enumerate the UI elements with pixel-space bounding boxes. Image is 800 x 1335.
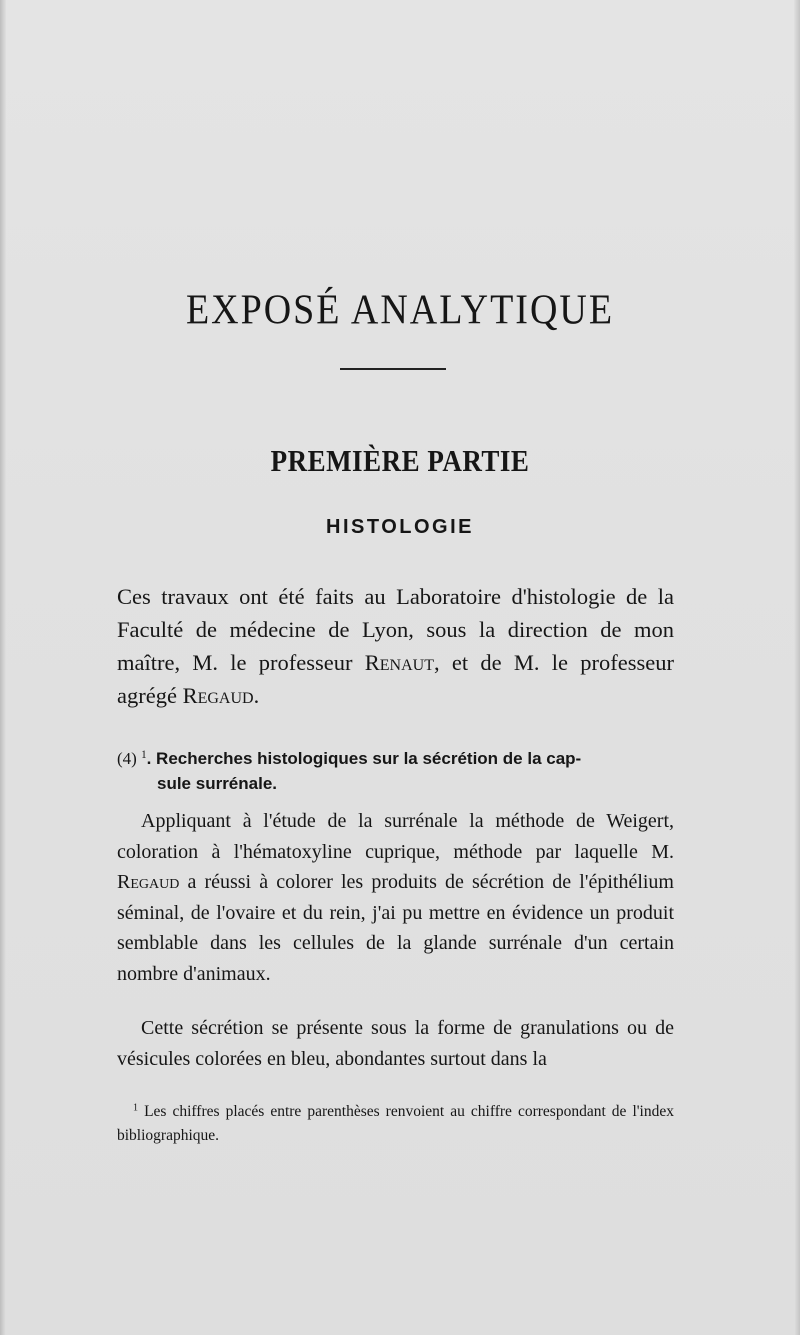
intro-name-regaud: Regaud <box>182 683 254 708</box>
body1-name-regaud: Regaud <box>117 871 180 893</box>
footnote-text: Les chiffres placés entre parenthèses renvoient au chiffre correspondant de l'index bibliographique. <box>117 1103 674 1144</box>
entry-title-line-2: sule surrénale. <box>157 774 278 793</box>
intro-text-1: Ces travaux ont été faits au Laboratoire d'histologie de la Faculté de médecine de Lyon, sous la direction de mon maître, M. le professeur <box>117 584 674 675</box>
entry-title-line-1: . Recherches histologiques sur la sécrétion de la cap- <box>146 749 582 768</box>
entry-line-2 <box>117 771 674 796</box>
main-title: EXPOSÉ ANALYTIQUE <box>185 286 615 334</box>
page-edge-right <box>794 0 800 1335</box>
bibliography-entry <box>117 746 674 796</box>
body-paragraph-1 <box>117 806 674 989</box>
title-divider <box>340 368 446 370</box>
entry-number: (4) <box>117 749 137 768</box>
entry-line-1 <box>117 746 674 771</box>
footnote-marker: 1 <box>133 1102 139 1114</box>
body1-text-2: a réussi à colorer les produits de sécrétion de l'épithélium séminal, de l'ovaire et du rein, j'ai pu mettre en évidence un produit semblable dans les cellules de la glande surrénale d'un certain nombre d'animaux. <box>117 871 674 985</box>
footnote-reference: 1 <box>141 748 147 761</box>
body1-text-1: Appliquant à l'étude de la surrénale la méthode de Weigert, coloration à l'hématoxyline cuprique, méthode par laquelle M. <box>117 810 674 863</box>
body-paragraph-2: Cette sécrétion se présente sous la forme de granulations ou de vésicules colorées en bleu, abondantes surtout dans la <box>117 1017 674 1070</box>
section-title: HISTOLOGIE <box>326 516 474 538</box>
intro-paragraph <box>117 580 674 712</box>
footnote <box>117 1100 674 1148</box>
intro-text-3: . <box>253 683 260 708</box>
part-title: PREMIÈRE PARTIE <box>270 444 530 478</box>
page-edge-left <box>0 0 6 1335</box>
intro-text-2: , et de M. le professeur agrégé <box>117 650 674 708</box>
intro-name-renaut: Renaut <box>364 650 434 675</box>
